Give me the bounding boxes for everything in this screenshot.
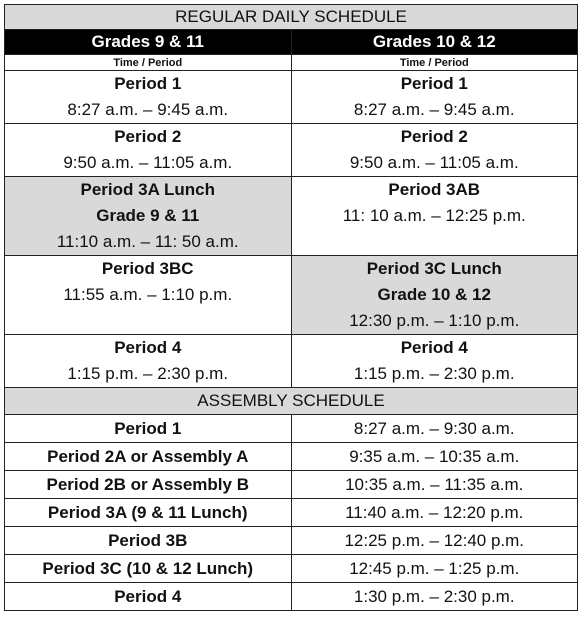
grade-header-row <box>5 30 578 55</box>
schedule-cell <box>291 177 578 256</box>
period-name: Period 1 <box>114 74 182 93</box>
assembly-period-name: Period 3C (10 & 12 Lunch) <box>5 555 292 583</box>
period-time: 11:10 a.m. – 11: 50 a.m. <box>56 232 239 251</box>
period-name: Period 3AB <box>388 180 481 199</box>
assembly-row <box>5 527 578 555</box>
period-name: Period 1 <box>400 74 468 93</box>
assembly-period-name: Period 2A or Assembly A <box>5 443 292 471</box>
assembly-period-time: 11:40 a.m. – 12:20 p.m. <box>291 499 578 527</box>
assembly-schedule-title: ASSEMBLY SCHEDULE <box>5 388 578 415</box>
assembly-period-name: Period 3A (9 & 11 Lunch) <box>5 499 292 527</box>
period-time: 8:27 a.m. – 9:45 a.m. <box>353 100 515 119</box>
regular-title-row <box>5 5 578 30</box>
schedule-cell <box>291 71 578 124</box>
assembly-row <box>5 443 578 471</box>
schedule-cell <box>5 124 292 177</box>
assembly-row <box>5 555 578 583</box>
assembly-period-time: 1:30 p.m. – 2:30 p.m. <box>291 583 578 611</box>
period-time: 11:55 a.m. – 1:10 p.m. <box>63 285 233 304</box>
assembly-period-time: 8:27 a.m. – 9:30 a.m. <box>291 415 578 443</box>
regular-row <box>5 177 578 256</box>
schedule-cell <box>5 335 292 388</box>
grades-9-11-header: Grades 9 & 11 <box>5 30 292 55</box>
assembly-period-name: Period 1 <box>5 415 292 443</box>
period-time: 9:50 a.m. – 11:05 a.m. <box>63 153 233 172</box>
schedule-cell <box>291 335 578 388</box>
grades-10-12-header: Grades 10 & 12 <box>291 30 578 55</box>
schedule-cell <box>5 71 292 124</box>
period-time: 1:15 p.m. – 2:30 p.m. <box>353 364 515 383</box>
lunch-cell-grades-10-12 <box>291 256 578 335</box>
schedule-cell <box>291 124 578 177</box>
time-period-subheader-row <box>5 55 578 71</box>
lunch-cell-grades-9-11 <box>5 177 292 256</box>
regular-row <box>5 124 578 177</box>
assembly-period-name: Period 2B or Assembly B <box>5 471 292 499</box>
regular-row <box>5 256 578 335</box>
period-grade-label: Grade 9 & 11 <box>96 206 200 225</box>
period-grade-label: Grade 10 & 12 <box>377 285 491 304</box>
schedule-cell <box>5 256 292 335</box>
assembly-row <box>5 415 578 443</box>
period-name: Period 4 <box>114 338 182 357</box>
period-name: Period 3C Lunch <box>366 259 502 278</box>
period-time: 12:30 p.m. – 1:10 p.m. <box>349 311 520 330</box>
period-name: Period 3A Lunch <box>80 180 215 199</box>
assembly-row <box>5 499 578 527</box>
assembly-title-row <box>5 388 578 415</box>
period-time: 8:27 a.m. – 9:45 a.m. <box>67 100 229 119</box>
assembly-period-time: 10:35 a.m. – 11:35 a.m. <box>291 471 578 499</box>
regular-schedule-title: REGULAR DAILY SCHEDULE <box>5 5 578 30</box>
assembly-row <box>5 471 578 499</box>
period-time: 11: 10 a.m. – 12:25 p.m. <box>342 206 526 225</box>
period-name: Period 4 <box>400 338 468 357</box>
period-time: 1:15 p.m. – 2:30 p.m. <box>67 364 229 383</box>
assembly-period-name: Period 3B <box>5 527 292 555</box>
assembly-period-time: 12:25 p.m. – 12:40 p.m. <box>291 527 578 555</box>
time-period-label-left: Time / Period <box>5 55 292 71</box>
schedule-table <box>4 4 578 611</box>
assembly-period-time: 9:35 a.m. – 10:35 a.m. <box>291 443 578 471</box>
time-period-label-right: Time / Period <box>291 55 578 71</box>
regular-row <box>5 71 578 124</box>
period-time: 9:50 a.m. – 11:05 a.m. <box>349 153 519 172</box>
assembly-period-time: 12:45 p.m. – 1:25 p.m. <box>291 555 578 583</box>
assembly-period-name: Period 4 <box>5 583 292 611</box>
schedule-document <box>4 4 578 611</box>
period-name: Period 2 <box>114 127 182 146</box>
period-name: Period 2 <box>400 127 468 146</box>
regular-row <box>5 335 578 388</box>
period-name: Period 3BC <box>101 259 194 278</box>
assembly-row <box>5 583 578 611</box>
